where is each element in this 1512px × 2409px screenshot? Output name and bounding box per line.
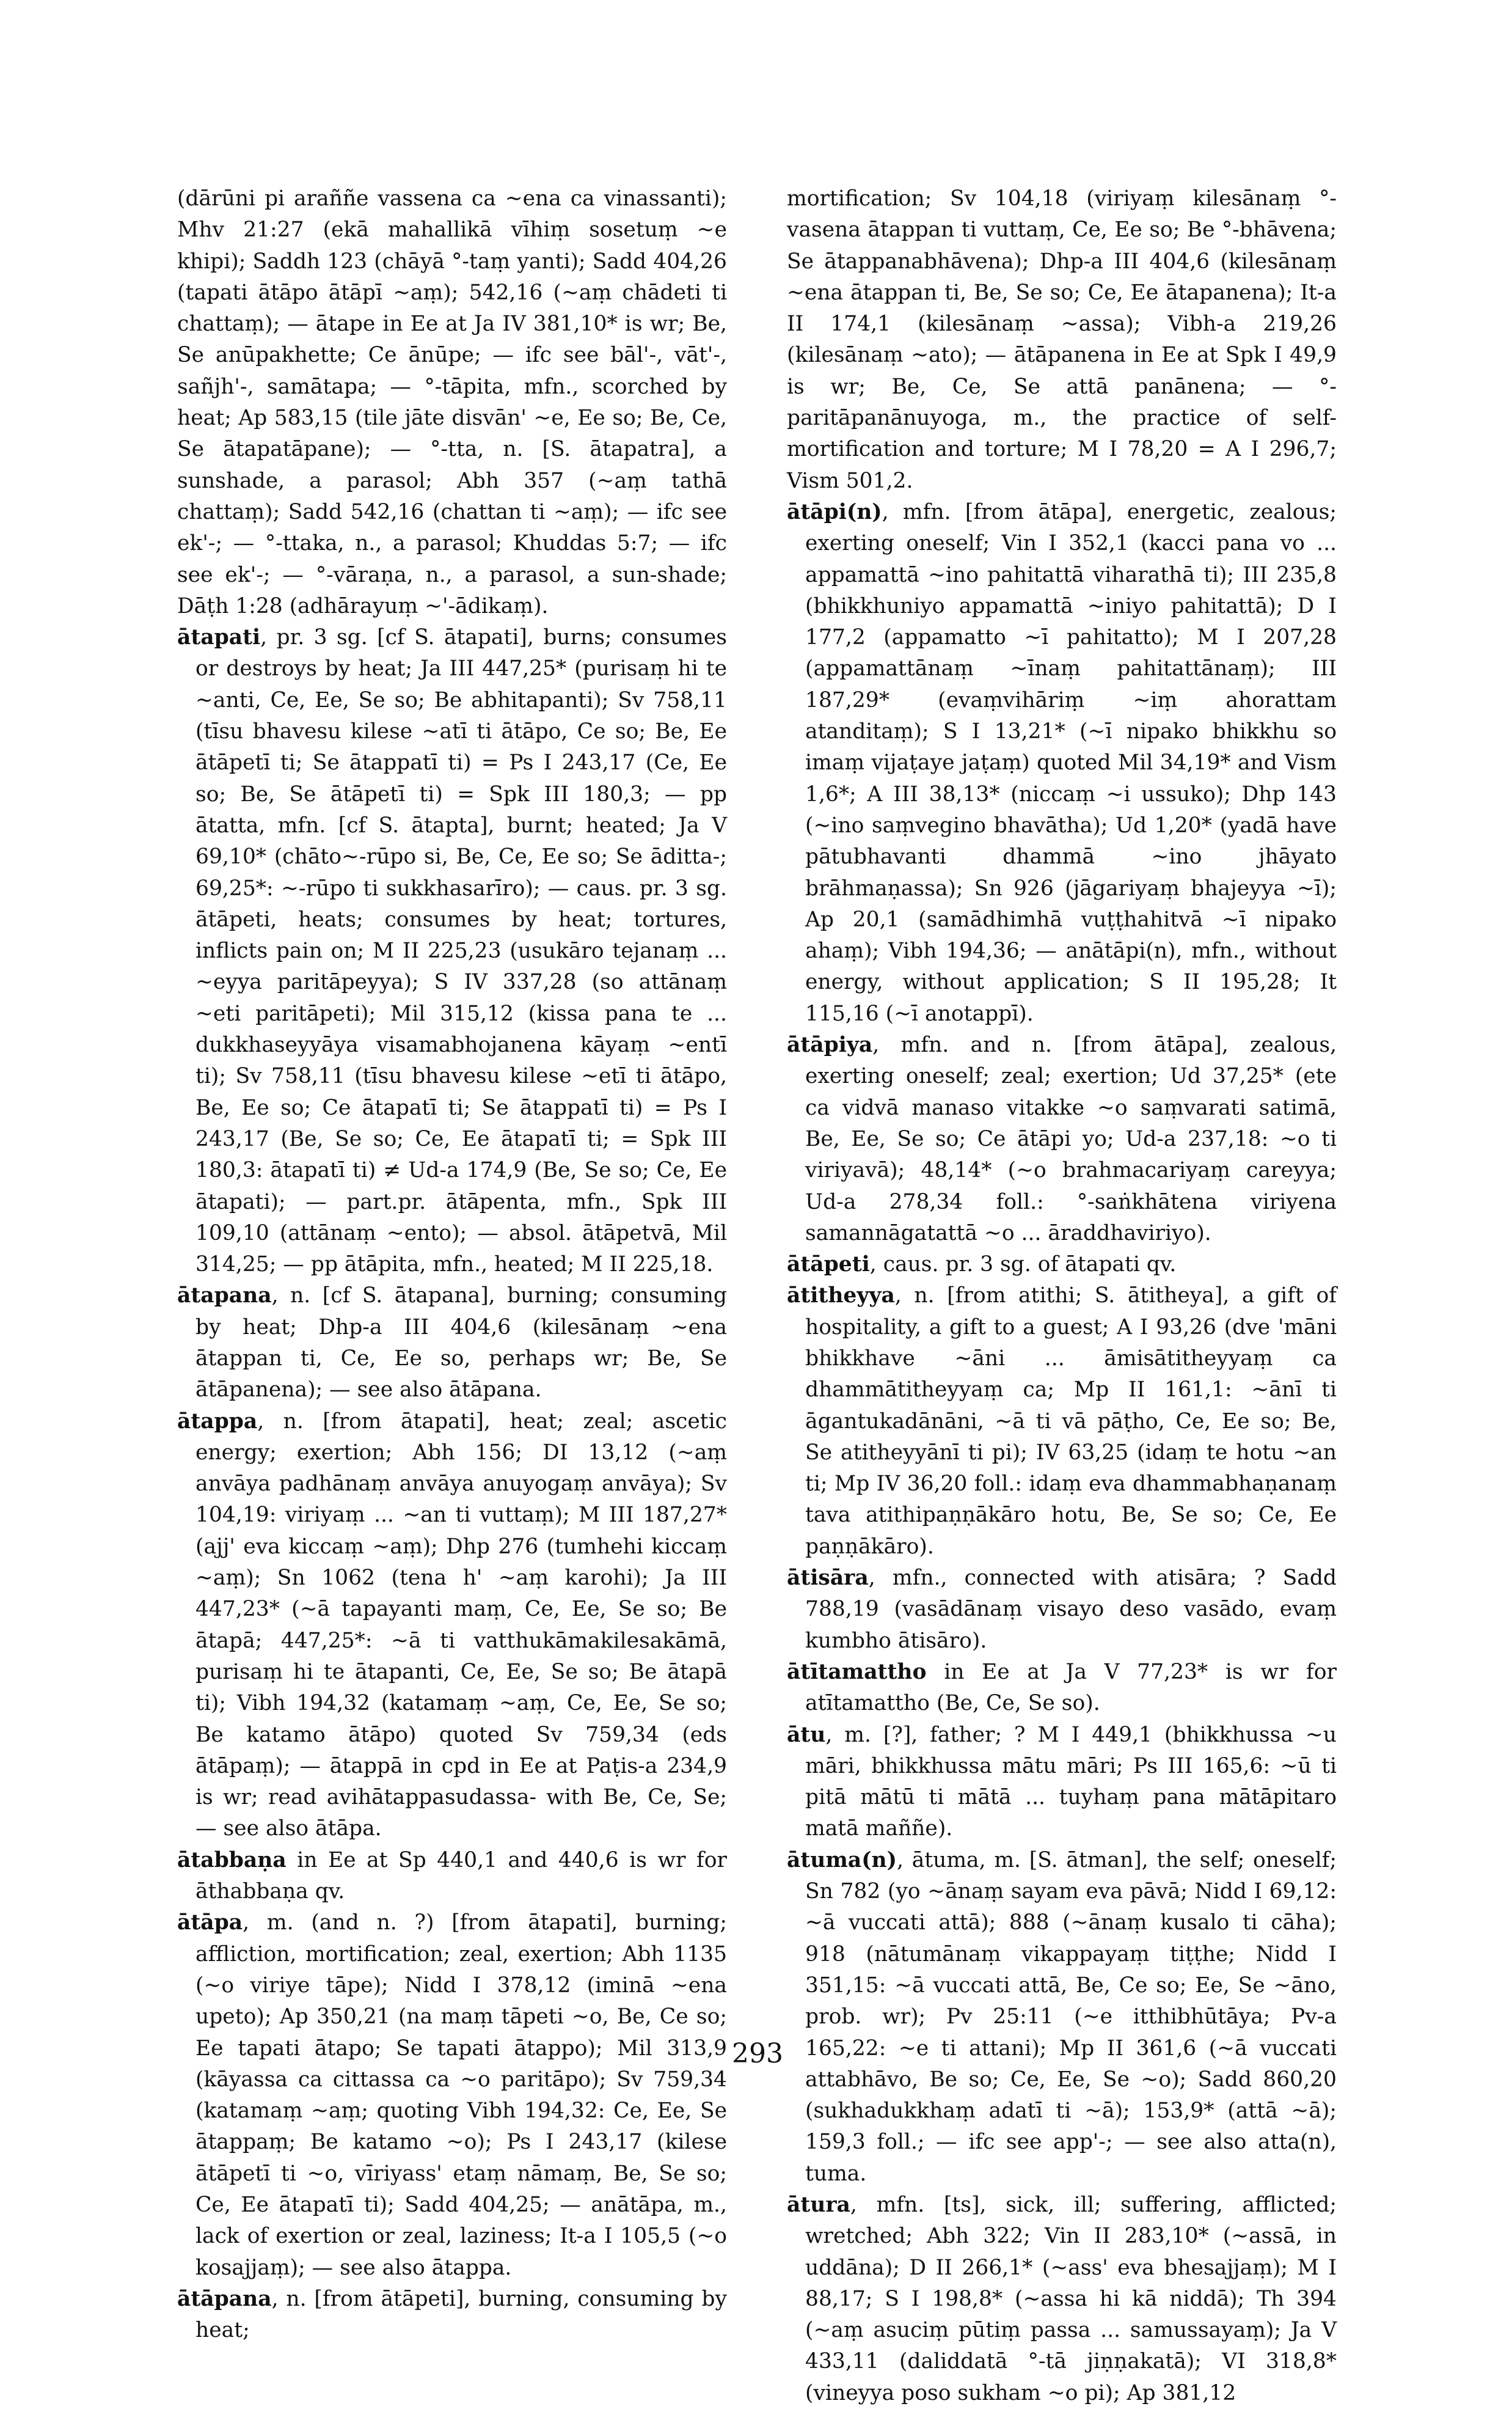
dictionary-entry bbox=[787, 2190, 1337, 2409]
dictionary-entry bbox=[177, 2284, 727, 2347]
dictionary-entry bbox=[787, 1563, 1337, 1657]
right-column bbox=[787, 183, 1337, 2409]
entry-text: , n. [from ātapati], heat; zeal; ascetic energy; exertion; Abh 156; DI 13,12 (~aṃ anvāya padhānaṃ anvāya anuyogaṃ anvāya); Sv 104,19: viriyaṃ ... ~an ti vuttaṃ); M III 187,27* (ajj' eva kiccaṃ ~aṃ); Dhp 276 (tumhehi kiccaṃ ~aṃ); Sn 1062 (tena h' ~aṃ karohi); Ja III 447,23* (~ā tapayanti maṃ, Ce, Ee, Se so; Be ātapā; 447,25*: ~ā ti vatthukāmakilesakāmā, purisaṃ hi te ātapanti, Ce, Ee, Se so; Be ātapā ti); Vibh 194,32 (katamaṃ ~aṃ, Ce, Ee, Se so; Be katamo ātāpo) quoted Sv 759,34 (eds ātāpaṃ); — ātappā in cpd in Ee at Paṭis-a 234,9 is wr; read avihātappasudassa- with Be, Ce, Se; — see also ātāpa. bbox=[195, 1409, 727, 1841]
entry-text: , pr. 3 sg. [cf S. ātapati], burns; consumes or destroys by heat; Ja III 447,25* (purisaṃ hi te ~anti, Ce, Ee, Se so; Be abhitapanti); Sv 758,11 (tīsu bhavesu kilese ~atī ti ātāpo, Ce so; Be, Ee ātāpetī ti; Se ātappatī ti) = Ps I 243,17 (Ce, Ee so; Be, Se ātāpetī ti) = Spk III 180,3; — pp ātatta, mfn. [cf S. ātapta], burnt; heated; Ja V 69,10* (chāto~-rūpo si, Be, Ce, Ee so; Se āditta-; 69,25*: ~-rūpo ti sukkhasarīro); — caus. pr. 3 sg. ātāpeti, heats; consumes by heat; tortures, inflicts pain on; M II 225,23 (usukāro tejanaṃ ... ~eyya paritāpeyya); S IV 337,28 (so attānaṃ ~eti paritāpeti); Mil 315,12 (kissa pana te ... dukkhaseyyāya visamabhojanena kāyaṃ ~entī ti); Sv 758,11 (tīsu bhavesu kilese ~etī ti ātāpo, Be, Ee so; Ce ātapatī ti; Se ātappatī ti) = Ps I 243,17 (Be, Se so; Ce, Ee ātapatī ti; = Spk III 180,3: ātapatī ti) ≠ Ud-a 174,9 (Be, Se so; Ce, Ee ātapati); — part.pr. ātāpenta, mfn., Spk III 109,10 (attānaṃ ~ento); — absol. ātāpetvā, Mil 314,25; — pp ātāpita, mfn., heated; M II 225,18. bbox=[195, 625, 727, 1277]
entry-text: , n. [cf S. ātapana], burning; consuming by heat; Dhp-a III 404,6 (kilesānaṃ ~ena ātappan ti, Ce, Ee so, perhaps wr; Be, Se ātāpanena); — see also ātāpana. bbox=[195, 1283, 727, 1402]
dictionary-entry bbox=[787, 1249, 1337, 1280]
headword: ātuma(n) bbox=[787, 1847, 897, 1872]
entry-text: , mfn., connected with atisāra; ? Sadd 788,19 (vasādānaṃ visayo deso vasādo, evaṃ kumbho ātisāro). bbox=[805, 1566, 1337, 1653]
entry-text: , n. [from atithi; S. ātitheya], a gift of hospitality, a gift to a guest; A I 93,26 (dve 'māni bhikkhave ~āni ... āmisātitheyyaṃ ca dhammātitheyyaṃ ca; Mp II 161,1: ~ānī ti āgantukadānāni, ~ā ti vā pāṭho, Ce, Ee so; Be, Se atitheyyānī ti pi); IV 63,25 (idaṃ te hotu ~an ti; Mp IV 36,20 foll.: idaṃ eva dhammabhaṇanaṃ tava atithipaṇṇākāro hotu, Be, Se so; Ce, Ee paṇṇākāro). bbox=[805, 1283, 1337, 1559]
headword: ātapana bbox=[177, 1283, 272, 1308]
headword: ātāpeti bbox=[787, 1252, 870, 1277]
headword: ātāpiya bbox=[787, 1033, 873, 1058]
headword: ātisāra bbox=[787, 1566, 869, 1591]
entry-text: , mfn. [ts], sick, ill; suffering, afflicted; wretched; Abh 322; Vin II 283,10* (~assā, in uddāna); D II 266,1* (~ass' eva bhesajjaṃ); M I 88,17; S I 198,8* (~assa hi kā niddā); Th 394 (~aṃ asuciṃ pūtiṃ passa ... samussayaṃ); Ja V 433,11 (daliddatā °-tā jiṇṇakatā); VI 318,8* (vineyya poso sukham ~o pi); Ap 381,12 bbox=[805, 2193, 1337, 2405]
dictionary-entry bbox=[177, 1280, 727, 1406]
dictionary-entry bbox=[787, 1845, 1337, 2190]
dictionary-entry bbox=[177, 183, 727, 622]
dictionary-entry bbox=[787, 183, 1337, 497]
dictionary-entry bbox=[787, 1030, 1337, 1249]
entry-text: in Ee at Ja V 77,23* is wr for atītamattho (Be, Ce, Se so). bbox=[805, 1659, 1337, 1716]
headword: ātabbaṇa bbox=[177, 1847, 287, 1872]
headword: ātitheyya bbox=[787, 1283, 895, 1308]
entry-text: , m. [?], father; ? M I 449,1 (bhikkhussa ~u māri, bhikkhussa mātu māri; Ps III 165,6: ~ū ti pitā mātū ti mātā ... tuyhaṃ pana mātāpitaro matā maññe). bbox=[805, 1722, 1337, 1841]
dictionary-entry bbox=[787, 1280, 1337, 1563]
headword: ātu bbox=[787, 1722, 826, 1747]
entry-text: , mfn. and n. [from ātāpa], zealous, exerting oneself; zeal; exertion; Ud 37,25* (ete ca vidvā manaso vitakke ~o saṃvarati satimā, Be, Ee, Se so; Ce ātāpi yo; Ud-a 237,18: ~o ti viriyavā); 48,14* (~o brahmacariyaṃ careyya; Ud-a 278,34 foll.: °-saṅkhātena viriyena samannāgatattā ~o ... āraddhaviriyo). bbox=[805, 1033, 1337, 1245]
entry-text: , m. (and n. ?) [from ātapati], burning; affliction, mortification; zeal, exertion; Abh 1135 (~o viriye tāpe); Nidd I 378,12 (iminā ~ena upeto); Ap 350,21 (na maṃ tāpeti ~o, Be, Ce so; Ee tapati ātapo; Se tapati ātappo); Mil 313,9 (kāyassa ca cittassa ca ~o paritāpo); Sv 759,34 (katamaṃ ~aṃ; quoting Vibh 194,32: Ce, Ee, Se ātappaṃ; Be katamo ~o); Ps I 243,17 (kilese ātāpetī ti ~o, vīriyass' etaṃ nāmaṃ, Be, Se so; Ce, Ee ātapatī ti); Sadd 404,25; — anātāpa, m., lack of exertion or zeal, laziness; It-a I 105,5 (~o kosajjaṃ); — see also ātappa. bbox=[195, 1910, 727, 2280]
headword: ātītamattho bbox=[787, 1659, 927, 1684]
page-number: 293 bbox=[732, 2038, 783, 2069]
dictionary-entry bbox=[787, 1720, 1337, 1845]
headword: ātāpi(n) bbox=[787, 499, 882, 524]
entry-text: (dārūni pi araññe vassena ca ~ena ca vinassanti); Mhv 21:27 (ekā mahallikā vīhiṃ sosetuṃ ~e khipi); Saddh 123 (chāyā °-taṃ yanti); Sadd 404,26 (tapati ātāpo ātāpī ~aṃ); 542,16 (~aṃ chādeti ti chattaṃ); — ātape in Ee at Ja IV 381,10* is wr; Be, Se anūpakhette; Ce ānūpe; — ifc see bāl'-, vāt'-, sañjh'-, samātapa; — °-tāpita, mfn., scorched by heat; Ap 583,15 (tile jāte disvān' ~e, Ee so; Be, Ce, Se ātapatāpane); — °-tta, n. [S. ātapatra], a sunshade, a parasol; Abh 357 (~aṃ tathā chattaṃ); Sadd 542,16 (chattan ti ~aṃ); — ifc see ek'-; — °-ttaka, n., a parasol; Khuddas 5:7; — ifc see ek'-; — °-vāraṇa, n., a parasol, a sun-shade; Dāṭh 1:28 (adhārayuṃ ~'-ādikaṃ). bbox=[177, 186, 727, 618]
headword: ātura bbox=[787, 2193, 850, 2217]
dictionary-page bbox=[177, 183, 1338, 2405]
entry-text: in Ee at Sp 440,1 and 440,6 is wr for āthabbaṇa qv. bbox=[195, 1847, 727, 1904]
entry-text: , caus. pr. 3 sg. of ātapati qv. bbox=[869, 1252, 1177, 1277]
dictionary-entry bbox=[787, 497, 1337, 1030]
dictionary-entry bbox=[787, 1657, 1337, 1720]
dictionary-entry bbox=[177, 1907, 727, 2284]
headword: ātapati bbox=[177, 625, 261, 650]
entry-text: , mfn. [from ātāpa], energetic, zealous; exerting oneself; Vin I 352,1 (kacci pana vo ... appamattā ~ino pahitattā viharathā ti); III 235,8 (bhikkhuniyo appamattā ~iniyo pahitattā); D I 177,2 (appamatto ~ī pahitatto); M I 207,28 (appamattānaṃ ~īnaṃ pahitattānaṃ); III 187,29* (evaṃvihāriṃ ~iṃ ahorattam atanditaṃ); S I 13,21* (~ī nipako bhikkhu so imaṃ vijaṭaye jaṭaṃ) quoted Mil 34,19* and Vism 1,6*; A III 38,13* (niccaṃ ~i ussuko); Dhp 143 (~ino saṃvegino bhavātha); Ud 1,20* (yadā have pātubhavanti dhammā ~ino jhāyato brāhmaṇassa); Sn 926 (jāgariyaṃ bhajeyya ~ī); Ap 20,1 (samādhimhā vuṭṭhahitvā ~ī nipako ahaṃ); Vibh 194,36; — anātāpi(n), mfn., without energy, without application; S II 195,28; It 115,16 (~ī anotappī). bbox=[805, 499, 1337, 1026]
headword: ātappa bbox=[177, 1409, 258, 1434]
dictionary-entry bbox=[177, 622, 727, 1280]
left-column bbox=[177, 183, 727, 2346]
headword: ātāpa bbox=[177, 1910, 243, 1935]
entry-text: , n. [from ātāpeti], burning, consuming by heat; bbox=[195, 2286, 727, 2343]
entry-text: mortification; Sv 104,18 (viriyaṃ kilesānaṃ °-vasena ātappan ti vuttaṃ, Ce, Ee so; Be °-bhāvena; Se ātappanabhāvena); Dhp-a III 404,6 (kilesānaṃ ~ena ātappan ti, Be, Se so; Ce, Ee ātapanena); It-a II 174,1 (kilesānaṃ ~assa); Vibh-a 219,26 (kilesānaṃ ~ato); — ātāpanena in Ee at Spk I 49,9 is wr; Be, Ce, Se attā panānena; — °-paritāpanānuyoga, m., the practice of self-mortification and torture; M I 78,20 = A I 296,7; Vism 501,2. bbox=[787, 186, 1337, 493]
dictionary-entry bbox=[177, 1845, 727, 1908]
entry-text: , ātuma, m. [S. ātman], the self; oneself; Sn 782 (yo ~ānaṃ sayam eva pāvā; Nidd I 69,12: ~ā vuccati attā); 888 (~ānaṃ kusalo ti cāha); 918 (nātumānaṃ vikappayaṃ tiṭṭhe; Nidd I 351,15: ~ā vuccati attā, Be, Ce so; Ee, Se ~āno, prob. wr); Pv 25:11 (~e itthibhūtāya; Pv-a 165,22: ~e ti attani); Mp II 361,6 (~ā vuccati attabhāvo, Be so; Ce, Ee, Se ~o); Sadd 860,20 (sukhadukkhaṃ adatī ti ~ā); 153,9* (attā ~ā); 159,3 foll.; — ifc see app'-; — see also atta(n), tuma. bbox=[805, 1847, 1337, 2186]
dictionary-entry bbox=[177, 1406, 727, 1845]
headword: ātāpana bbox=[177, 2286, 272, 2311]
